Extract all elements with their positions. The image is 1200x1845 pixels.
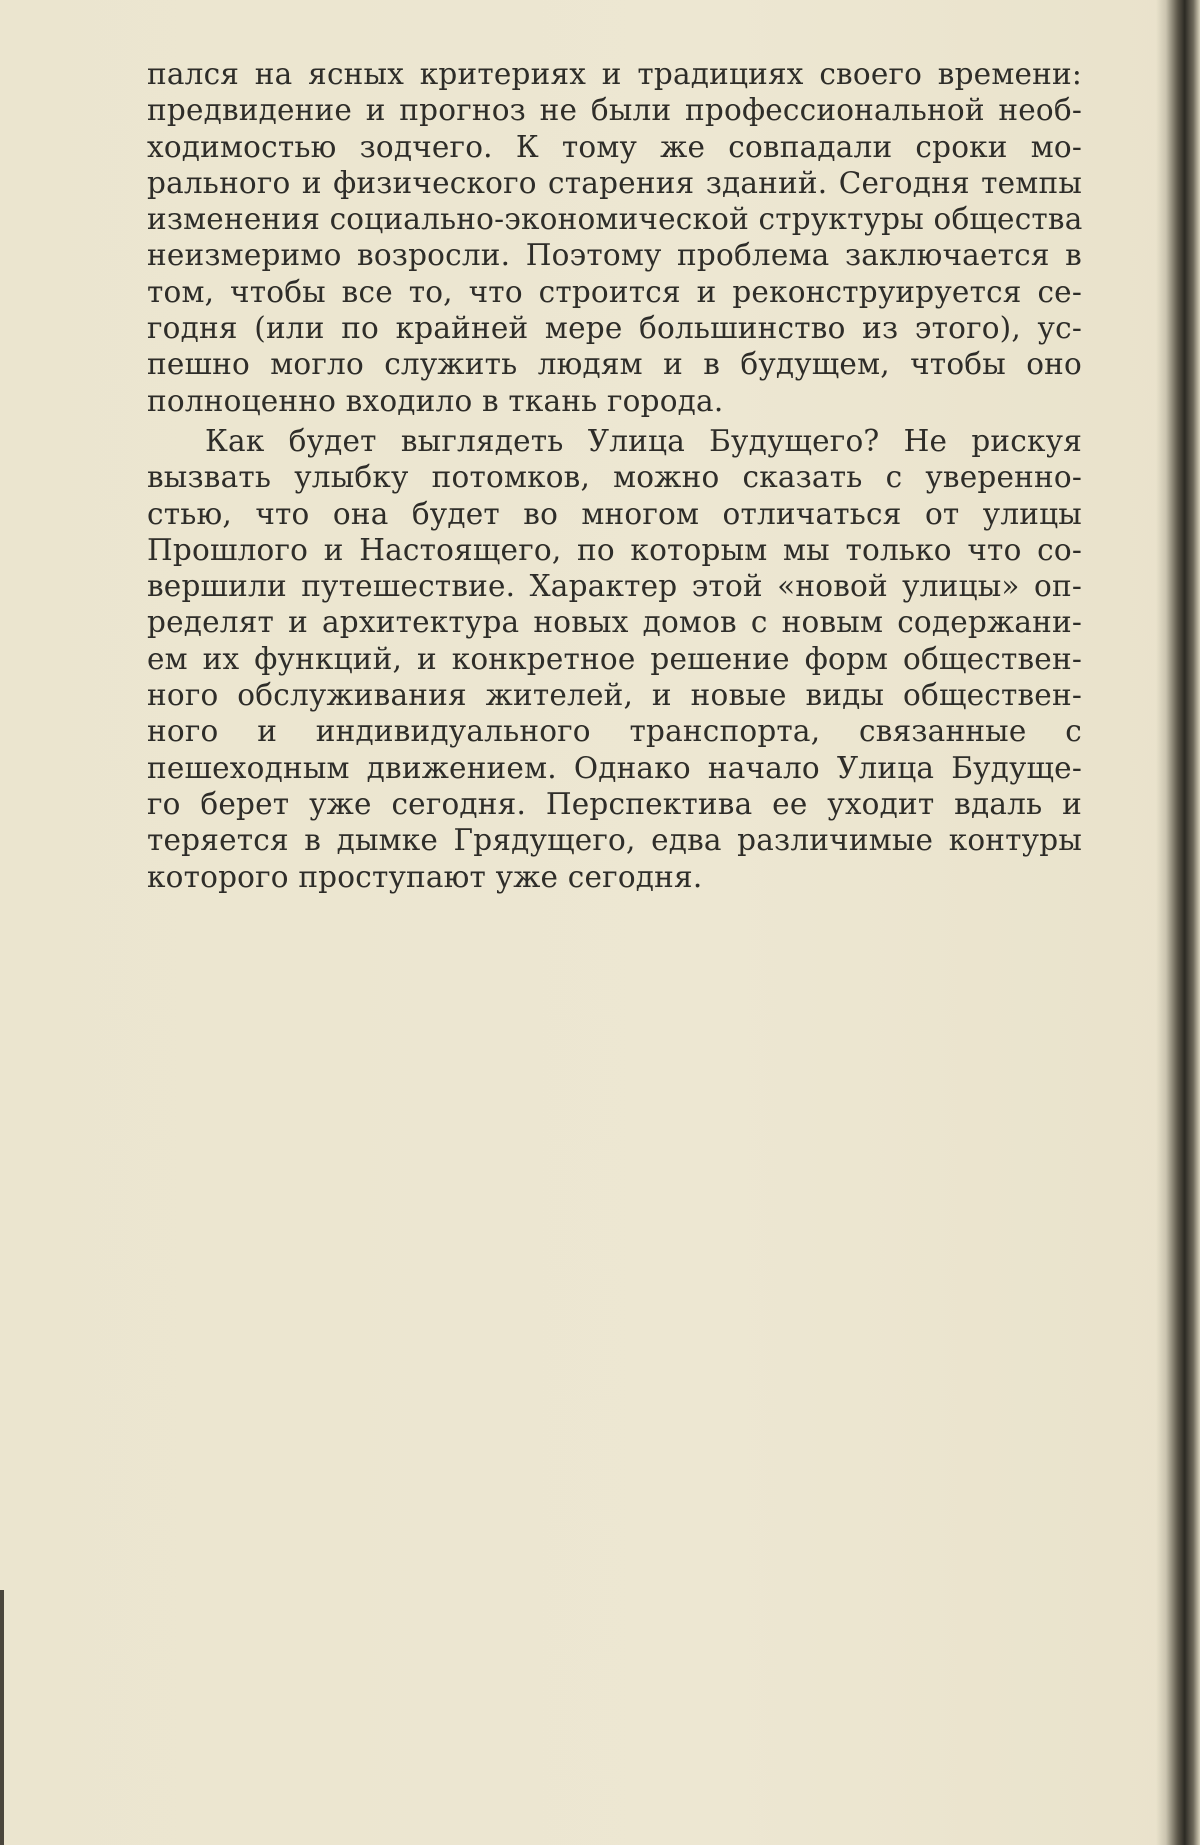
text-line: вершили путешествие. Характер этой «новой улицы» оп-: [147, 569, 1082, 604]
text-line: го берет уже сегодня. Перспектива ее уходит вдаль и: [147, 786, 1082, 821]
text-line: рального и физического старения зданий. Сегодня темпы: [147, 165, 1082, 200]
text-line: ем их функций, и конкретное решение форм обществен-: [147, 641, 1082, 676]
text-line: пался на ясных критериях и традициях своего времени:: [147, 57, 1082, 91]
text-line: предвидение и прогноз не были профессиональной необ-: [147, 93, 1082, 128]
text-line: неизмеримо возросли. Поэтому проблема заключается в: [147, 238, 1082, 273]
body-text: [147, 56, 1082, 895]
text-line: полноценно входило в ткань города.: [147, 383, 724, 418]
text-line: изменения социально-экономической структуры общества: [147, 202, 1083, 237]
text-line: теряется в дымке Грядущего, едва различимые контуры: [147, 823, 1082, 858]
text-line: ного обслуживания жителей, и новые виды обществен-: [147, 678, 1082, 713]
paragraph-1: [147, 56, 1082, 419]
text-line: ходимостью зодчего. К тому же совпадали сроки мо-: [147, 129, 1082, 164]
text-line: которого проступают уже сегодня.: [147, 859, 703, 894]
text-line: годня (или по крайней мере большинство из этого), ус-: [147, 311, 1082, 346]
text-line: пешно могло служить людям и в будущем, чтобы оно: [147, 347, 1082, 382]
text-line: ределят и архитектура новых домов с новым содержани-: [147, 605, 1082, 640]
text-line: пешеходным движением. Однако начало Улица Будуще-: [147, 750, 1082, 785]
paragraph-2: [147, 423, 1082, 895]
text-line: стью, что она будет во многом отличаться от улицы: [147, 496, 1082, 531]
text-line: том, чтобы все то, что строится и реконструируется се-: [147, 274, 1082, 309]
text-line: вызвать улыбку потомков, можно сказать с уверенно-: [147, 460, 1082, 495]
page-gutter-shadow: [1156, 0, 1166, 1845]
book-spine-edge: [1166, 0, 1200, 1845]
text-line: Прошлого и Настоящего, по которым мы только что со-: [147, 532, 1082, 567]
text-line: ного и индивидуального транспорта, связанные с: [147, 714, 1082, 749]
page-edge-mark: [0, 1590, 4, 1845]
text-line: Как будет выглядеть Улица Будущего? Не рискуя: [205, 423, 1082, 458]
